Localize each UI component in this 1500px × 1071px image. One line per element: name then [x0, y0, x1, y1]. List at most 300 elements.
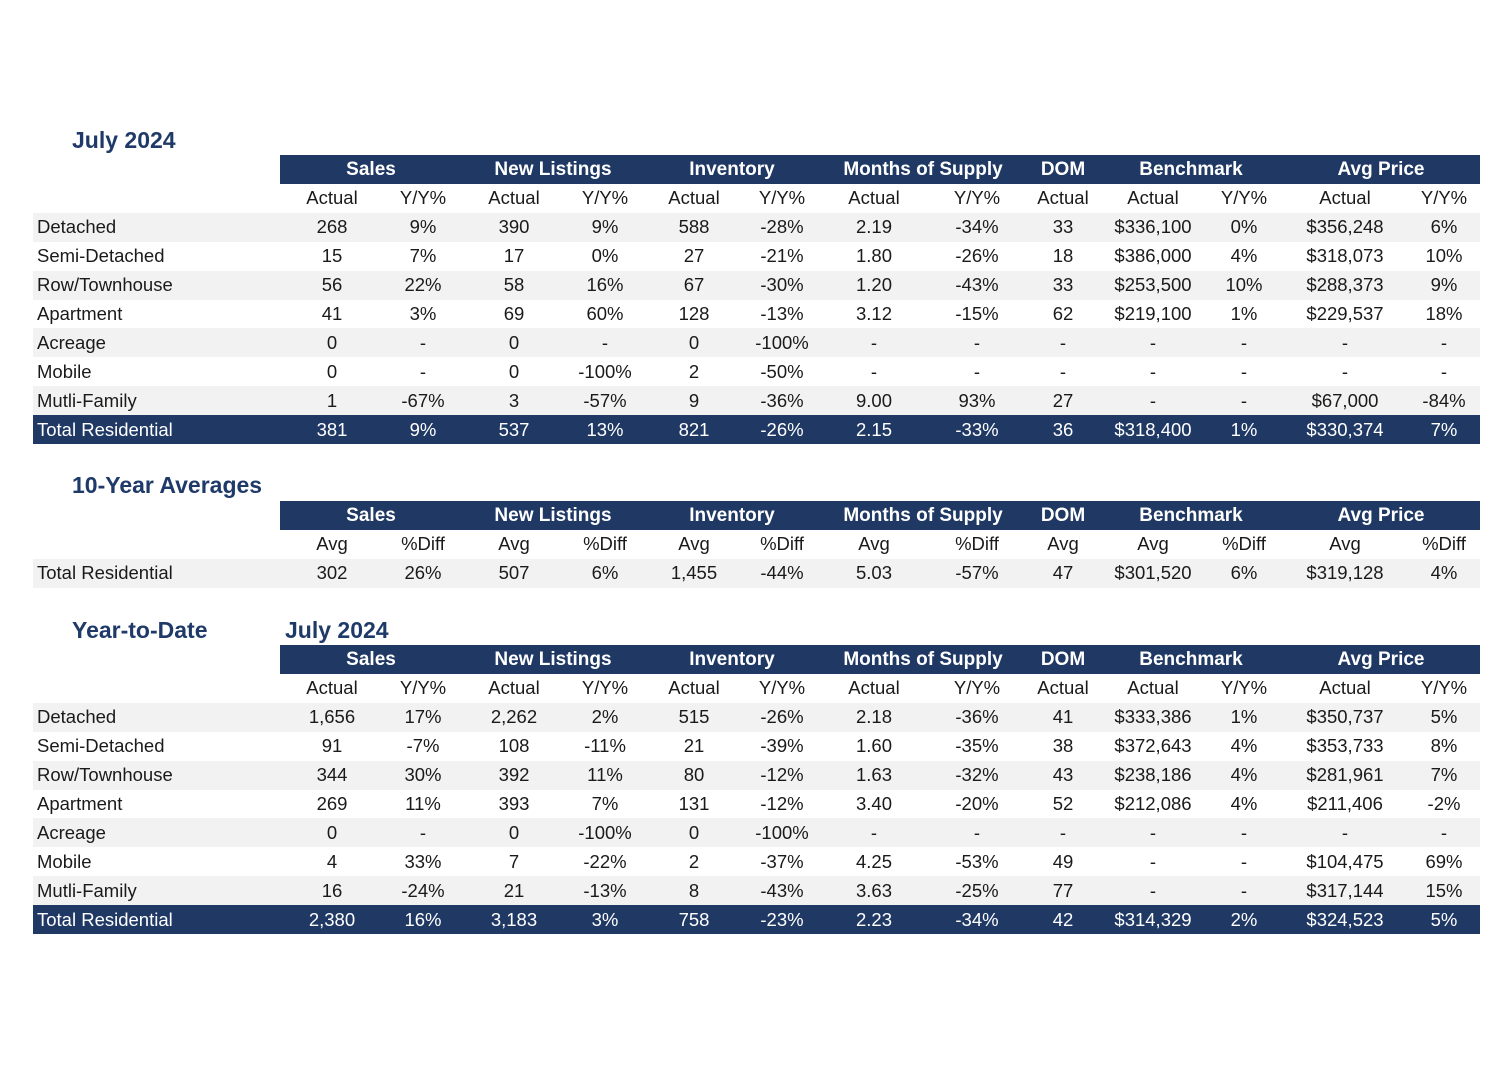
column-subheader: Avg	[1047, 533, 1079, 555]
table-cell: -57%	[566, 386, 644, 415]
row-label: Acreage	[33, 818, 280, 847]
table-cell: 2.23	[820, 905, 928, 934]
table-cell: -37%	[760, 850, 804, 872]
group-header-benchmark: Benchmark	[1100, 155, 1282, 184]
table-cell: -20%	[955, 793, 999, 814]
table-cell: 80	[644, 761, 744, 790]
table-row	[33, 847, 1480, 876]
table-cell: 758	[644, 905, 744, 934]
table-cell: -	[1149, 850, 1157, 872]
column-subheader: Actual	[488, 677, 540, 699]
table-cell: -53%	[955, 850, 999, 872]
table-cell: 4%	[1206, 761, 1282, 790]
table-cell: 3.63	[820, 876, 928, 905]
table-cell: 30%	[384, 761, 462, 790]
table-cell: 7%	[591, 793, 619, 814]
table-row	[33, 790, 1480, 819]
table-cell: $330,374	[1282, 415, 1408, 444]
column-subheader: Actual	[848, 187, 900, 209]
table-cell: 8%	[1430, 735, 1458, 757]
table-cell: 11%	[405, 793, 441, 814]
table-cell: $350,737	[1282, 703, 1408, 732]
column-subheader: %Diff	[760, 533, 804, 555]
table-cell: -	[1100, 818, 1206, 847]
table-cell: -57%	[928, 559, 1026, 588]
column-subheader: Actual	[306, 677, 358, 699]
table-cell: -	[870, 360, 878, 382]
table-cell: 588	[644, 213, 744, 242]
table-cell: 0	[462, 818, 566, 847]
table-cell: -26%	[744, 415, 820, 444]
total-row	[33, 905, 1480, 934]
column-subheader: %Diff	[401, 533, 445, 555]
table-cell: 0	[326, 360, 338, 382]
table-cell: $356,248	[1282, 213, 1408, 242]
table-cell: -12%	[760, 793, 804, 814]
table-cell: 8	[644, 876, 744, 905]
table-row	[33, 732, 1480, 761]
table-cell: 1.20	[820, 271, 928, 300]
column-subheader: Y/Y%	[581, 187, 629, 209]
table-cell: 0	[280, 818, 384, 847]
table-cell: 2.15	[820, 415, 928, 444]
table-cell: $301,520	[1100, 559, 1206, 588]
table-row	[33, 300, 1480, 329]
table-cell: -25%	[928, 876, 1026, 905]
table-cell: 9.00	[820, 386, 928, 415]
table-cell: 33	[1026, 271, 1100, 300]
table-cell: -	[1282, 818, 1408, 847]
group-header-avg-price: Avg Price	[1282, 645, 1480, 674]
table-cell: -33%	[928, 415, 1026, 444]
table-cell: 269	[316, 793, 348, 814]
table-cell: 2,380	[280, 905, 384, 934]
table-cell: 47	[1026, 559, 1100, 588]
table-cell: -7%	[406, 735, 440, 757]
column-subheader: Y/Y%	[1220, 677, 1268, 699]
row-label: Row/Townhouse	[33, 271, 280, 300]
column-subheader: %Diff	[955, 533, 999, 555]
table-row	[33, 761, 1480, 790]
table-cell: 4	[326, 850, 338, 872]
column-subheader: Y/Y%	[399, 677, 447, 699]
table-cell: -	[1408, 818, 1480, 847]
table-cell: 393	[498, 793, 530, 814]
table-cell: -	[1206, 818, 1282, 847]
row-label: Detached	[33, 213, 280, 242]
group-header-new-listings: New Listings	[462, 155, 644, 184]
column-subheader: Y/Y%	[581, 677, 629, 699]
column-subheader: Y/Y%	[758, 187, 806, 209]
table-cell: 3%	[409, 303, 437, 324]
table-cell: 10%	[1206, 271, 1282, 300]
table-cell: 128	[678, 303, 710, 324]
table-cell: -	[973, 360, 981, 382]
row-label: Row/Townhouse	[33, 761, 280, 790]
table-cell: -	[1059, 360, 1067, 382]
table-row	[33, 559, 1480, 588]
table-cell: 69%	[1425, 850, 1463, 872]
table-cell: $386,000	[1114, 245, 1192, 267]
table-cell: $314,329	[1100, 905, 1206, 934]
group-header-months-of-supply: Months of Supply	[820, 155, 1026, 184]
table-cell: -	[1206, 328, 1282, 357]
table-cell: -100%	[744, 328, 820, 357]
table-cell: $281,961	[1282, 761, 1408, 790]
table-cell: 15	[321, 245, 343, 267]
table-cell: -100%	[578, 360, 632, 382]
table-cell: 9%	[384, 415, 462, 444]
group-header-inventory: Inventory	[644, 645, 820, 674]
table-cell: 91	[321, 735, 343, 757]
table-cell: -39%	[760, 735, 804, 757]
table-cell: 77	[1026, 876, 1100, 905]
table-cell: 69	[503, 303, 525, 324]
table-cell: -	[1240, 360, 1248, 382]
table-cell: 7%	[1408, 761, 1480, 790]
table-cell: 56	[280, 271, 384, 300]
group-header-benchmark: Benchmark	[1100, 645, 1282, 674]
group-header-new-listings: New Listings	[462, 645, 644, 674]
table-cell: -	[1026, 328, 1100, 357]
group-header-new-listings: New Listings	[462, 501, 644, 530]
table-row	[33, 213, 1480, 242]
table-cell: 2,262	[462, 703, 566, 732]
table-cell: 344	[280, 761, 384, 790]
table-cell: 17%	[384, 703, 462, 732]
table-cell: 27	[1026, 386, 1100, 415]
table-cell: -84%	[1408, 386, 1480, 415]
subheader-spacer	[33, 674, 280, 703]
table-cell: 2.19	[820, 213, 928, 242]
table-cell: 1%	[1230, 303, 1258, 324]
table-cell: 2.18	[820, 703, 928, 732]
row-label: Semi-Detached	[37, 245, 165, 267]
table-cell: 9	[644, 386, 744, 415]
table-cell: 268	[280, 213, 384, 242]
table-cell: 58	[462, 271, 566, 300]
row-label: Apartment	[37, 303, 123, 324]
table-row	[33, 818, 1480, 847]
table-cell: 821	[644, 415, 744, 444]
table-cell: 1.63	[820, 761, 928, 790]
table-cell: -43%	[928, 271, 1026, 300]
table-cell: 52	[1052, 793, 1074, 814]
table-cell: 537	[462, 415, 566, 444]
table-cell: 4%	[1408, 559, 1480, 588]
group-header-inventory: Inventory	[644, 155, 820, 184]
table-cell: 93%	[928, 386, 1026, 415]
table-row	[33, 386, 1480, 415]
table-cell: 41	[321, 303, 343, 324]
column-subheader: Y/Y%	[1420, 677, 1468, 699]
table-cell: 1	[280, 386, 384, 415]
table-cell: -28%	[744, 213, 820, 242]
column-subheader: Actual	[1037, 677, 1089, 699]
table-cell: 18	[1052, 245, 1074, 267]
table-cell: 3.12	[855, 303, 892, 324]
table-cell: 131	[678, 793, 710, 814]
table-cell: -	[566, 328, 644, 357]
table-cell: -34%	[928, 905, 1026, 934]
table-cell: -	[820, 818, 928, 847]
table-cell: 6%	[1206, 559, 1282, 588]
monthly-table	[33, 155, 1480, 444]
column-subheader: Actual	[668, 187, 720, 209]
ten-year-table	[33, 501, 1480, 588]
table-cell: -	[1100, 328, 1206, 357]
table-cell: 62	[1052, 303, 1074, 324]
table-cell: 1.60	[855, 735, 892, 757]
table-cell: 1,656	[280, 703, 384, 732]
table-cell: 9%	[384, 213, 462, 242]
table-cell: -	[1100, 386, 1206, 415]
group-header-dom: DOM	[1026, 501, 1100, 530]
table-cell: -	[1341, 360, 1349, 382]
table-cell: -13%	[566, 876, 644, 905]
group-header-months-of-supply: Months of Supply	[820, 645, 1026, 674]
ytd-title: Year-to-Date	[72, 617, 208, 643]
table-cell: 60%	[586, 303, 624, 324]
table-cell: 2%	[566, 703, 644, 732]
table-cell: 0	[280, 328, 384, 357]
table-row	[33, 271, 1480, 300]
row-label: Mobile	[37, 360, 92, 382]
table-cell: -	[1149, 360, 1157, 382]
table-cell: $211,406	[1307, 793, 1383, 814]
table-cell: -35%	[955, 735, 999, 757]
table-cell: 108	[498, 735, 530, 757]
column-subheader: Actual	[306, 187, 358, 209]
table-cell: -36%	[744, 386, 820, 415]
subheader-spacer	[33, 184, 280, 213]
table-cell: 302	[280, 559, 384, 588]
table-cell: 49	[1052, 850, 1074, 872]
column-subheader: Avg	[498, 533, 530, 555]
table-cell: -44%	[744, 559, 820, 588]
column-subheader: %Diff	[1222, 533, 1266, 555]
table-cell: $229,537	[1306, 303, 1384, 324]
table-cell: 26%	[384, 559, 462, 588]
column-subheader: %Diff	[583, 533, 627, 555]
table-cell: 507	[462, 559, 566, 588]
table-cell: $288,373	[1282, 271, 1408, 300]
table-cell: 4.25	[855, 850, 892, 872]
table-cell: 3	[462, 386, 566, 415]
table-cell: 21	[462, 876, 566, 905]
table-row	[33, 242, 1480, 271]
table-cell: -	[1206, 386, 1282, 415]
table-cell: 5%	[1408, 905, 1480, 934]
column-subheader: Actual	[488, 187, 540, 209]
table-cell: -21%	[760, 245, 804, 267]
table-cell: 3,183	[462, 905, 566, 934]
table-cell: -	[928, 818, 1026, 847]
table-cell: -30%	[744, 271, 820, 300]
table-cell: 33%	[404, 850, 442, 872]
table-cell: -	[928, 328, 1026, 357]
column-subheader: Actual	[1037, 187, 1089, 209]
row-label: Total Residential	[33, 559, 280, 588]
table-cell: -	[1440, 360, 1448, 382]
table-cell: 13%	[566, 415, 644, 444]
table-cell: 2%	[1206, 905, 1282, 934]
table-cell: -12%	[744, 761, 820, 790]
table-cell: 3.40	[855, 793, 892, 814]
table-cell: -24%	[384, 876, 462, 905]
table-cell: 390	[462, 213, 566, 242]
table-cell: 515	[644, 703, 744, 732]
table-cell: 0	[644, 328, 744, 357]
table-cell: 0	[508, 360, 520, 382]
group-header-avg-price: Avg Price	[1282, 501, 1480, 530]
total-row	[33, 415, 1480, 444]
table-cell: 5%	[1408, 703, 1480, 732]
table-cell: 7	[508, 850, 520, 872]
group-header-dom: DOM	[1026, 645, 1100, 674]
table-cell: $353,733	[1306, 735, 1384, 757]
group-header-months-of-supply: Months of Supply	[820, 501, 1026, 530]
table-cell: 10%	[1425, 245, 1463, 267]
table-cell: 27	[683, 245, 705, 267]
header-spacer	[33, 501, 280, 530]
column-subheader: Y/Y%	[953, 187, 1001, 209]
column-subheader: Actual	[1319, 677, 1371, 699]
row-label: Mutli-Family	[33, 386, 280, 415]
table-cell: 1%	[1206, 415, 1282, 444]
table-cell: -	[419, 360, 427, 382]
table-cell: -100%	[566, 818, 644, 847]
table-cell: 67	[644, 271, 744, 300]
column-subheader: Y/Y%	[399, 187, 447, 209]
table-cell: 2	[688, 850, 700, 872]
row-label: Apartment	[37, 793, 123, 814]
table-cell: 16%	[384, 905, 462, 934]
table-cell: 7%	[409, 245, 437, 267]
row-label: Semi-Detached	[37, 735, 165, 757]
column-subheader: Actual	[1127, 677, 1179, 699]
column-subheader: Avg	[1329, 533, 1361, 555]
table-cell: $324,523	[1282, 905, 1408, 934]
table-cell: 1.80	[855, 245, 892, 267]
table-cell: 42	[1026, 905, 1100, 934]
table-cell: -36%	[928, 703, 1026, 732]
table-row	[33, 876, 1480, 905]
table-cell: -	[384, 818, 462, 847]
table-cell: -43%	[744, 876, 820, 905]
ytd-table	[33, 645, 1480, 934]
table-cell: 0	[462, 328, 566, 357]
table-cell: -11%	[584, 735, 626, 757]
table-cell: -	[1408, 328, 1480, 357]
table-cell: $219,100	[1114, 303, 1192, 324]
row-label: Detached	[33, 703, 280, 732]
table-cell: -50%	[760, 360, 804, 382]
column-subheader: Actual	[668, 677, 720, 699]
column-subheader: Avg	[316, 533, 348, 555]
table-cell: 9%	[1408, 271, 1480, 300]
table-row	[33, 703, 1480, 732]
table-cell: 381	[280, 415, 384, 444]
table-cell: -26%	[744, 703, 820, 732]
table-cell: -15%	[955, 303, 999, 324]
table-cell: $318,400	[1100, 415, 1206, 444]
column-subheader: Y/Y%	[1420, 187, 1468, 209]
ytd-period: July 2024	[285, 617, 389, 643]
table-cell: 1,455	[644, 559, 744, 588]
table-cell: 38	[1052, 735, 1074, 757]
group-header-inventory: Inventory	[644, 501, 820, 530]
table-cell: 43	[1026, 761, 1100, 790]
table-cell: -	[820, 328, 928, 357]
table-cell: $104,475	[1306, 850, 1384, 872]
table-cell: -26%	[955, 245, 999, 267]
table-cell: -67%	[384, 386, 462, 415]
table-cell: 4%	[1230, 245, 1258, 267]
table-cell: -22%	[583, 850, 627, 872]
table-cell: 1%	[1206, 703, 1282, 732]
group-header-sales: Sales	[280, 501, 462, 530]
row-label: Mobile	[37, 850, 92, 872]
column-subheader: Actual	[1127, 187, 1179, 209]
table-row	[33, 357, 1480, 386]
table-cell: 11%	[566, 761, 644, 790]
table-cell: 7%	[1408, 415, 1480, 444]
table-cell: 0	[644, 818, 744, 847]
column-subheader: Actual	[1319, 187, 1371, 209]
table-cell: 15%	[1408, 876, 1480, 905]
table-cell: 6%	[1408, 213, 1480, 242]
table-cell: 0%	[591, 245, 619, 267]
table-cell: $318,073	[1306, 245, 1384, 267]
column-subheader: Y/Y%	[953, 677, 1001, 699]
group-header-avg-price: Avg Price	[1282, 155, 1480, 184]
table-cell: 2	[688, 360, 700, 382]
header-spacer	[33, 155, 280, 184]
column-subheader: Actual	[848, 677, 900, 699]
column-subheader: Y/Y%	[758, 677, 806, 699]
table-cell: 33	[1026, 213, 1100, 242]
table-cell: 392	[462, 761, 566, 790]
table-cell: 3%	[566, 905, 644, 934]
table-cell: 17	[503, 245, 525, 267]
table-cell: 16%	[566, 271, 644, 300]
table-cell: 21	[683, 735, 705, 757]
table-cell: $319,128	[1282, 559, 1408, 588]
table-cell: 22%	[384, 271, 462, 300]
table-cell: 16	[280, 876, 384, 905]
column-subheader: Y/Y%	[1220, 187, 1268, 209]
ten-year-title: 10-Year Averages	[72, 472, 263, 498]
group-header-dom: DOM	[1026, 155, 1100, 184]
table-cell: 6%	[566, 559, 644, 588]
table-cell: 9%	[566, 213, 644, 242]
column-subheader: %Diff	[1422, 533, 1466, 555]
group-header-benchmark: Benchmark	[1100, 501, 1282, 530]
table-cell: $372,643	[1114, 735, 1192, 757]
header-spacer	[33, 645, 280, 674]
table-cell: -	[1240, 850, 1248, 872]
table-cell: -2%	[1427, 793, 1461, 814]
table-cell: $336,100	[1100, 213, 1206, 242]
table-cell: 18%	[1425, 303, 1463, 324]
table-cell: -	[1282, 328, 1408, 357]
table-cell: $317,144	[1282, 876, 1408, 905]
table-cell: $212,086	[1114, 793, 1192, 814]
monthly-title: July 2024	[72, 127, 176, 153]
row-label: Total Residential	[33, 415, 280, 444]
table-cell: 36	[1026, 415, 1100, 444]
